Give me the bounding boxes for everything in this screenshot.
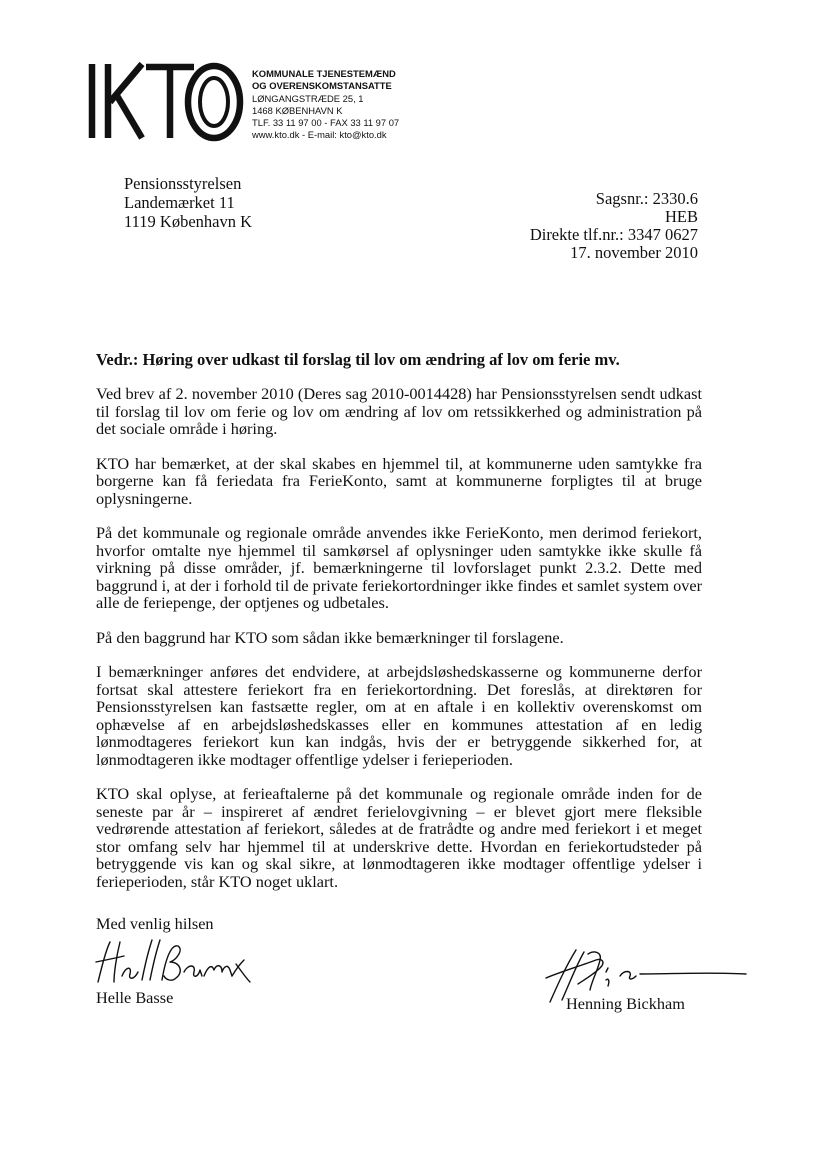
paragraph-6: KTO skal oplyse, at ferieaftalerne på det kommunale og regionale område inden for de seneste par år – inspireret af ændret ferielovgivning – er blevet gjort mere fleksible vedrørende attestation af feriekort, således at de fratrådte og andre med feriekort i et meget stor omfang selv har hjemmel til at underskrive dette. Hvordan en feriekortudsteder på betryggende vis kan og skal sikre, at lønmodtageren ikke modtager offentlige ydelser i ferieperioden, står KTO noget uklart.: [96, 784, 702, 891]
signature-helle-basse: [92, 936, 252, 988]
paragraph-3: På det kommunale og regionale område anvendes ikke FerieKonto, men derimod feriekort, hvorfor omtalte nye hjemmel til samkørsel af oplysninger uden samtykke ikke skulle få virkning på disse områder, jf. bemærkningerne til lovforslaget punkt 2.3.2. Dette med baggrund i, at der i forhold til de private feriekortordninger ikke findes et samlet system over alle de feriepenge, der optjenes og udbetales.: [96, 523, 702, 612]
org-street: LØNGANGSTRÆDE 25, 1: [252, 92, 364, 104]
organization-block: [252, 68, 399, 142]
recipient-address: [124, 174, 252, 231]
letter-body: [96, 385, 702, 907]
case-number: Sagsnr.: 2330.6: [595, 189, 698, 208]
closing-salutation: Med venlig hilsen: [96, 914, 214, 933]
org-name-line1: KOMMUNALE TJENESTEMÆND: [252, 68, 396, 79]
signatory-name-2: Henning Bickham: [566, 994, 685, 1013]
org-web-email: www.kto.dk - E-mail: kto@kto.dk: [252, 129, 387, 141]
kto-logo: [86, 60, 246, 142]
paragraph-4: På den baggrund har KTO som sådan ikke bemærkninger til forslagene.: [96, 627, 564, 647]
letter-date: 17. november 2010: [570, 243, 698, 262]
recipient-name: Pensionsstyrelsen: [124, 174, 242, 193]
reference-block: [530, 190, 698, 262]
recipient-city: 1119 København K: [124, 212, 253, 231]
paragraph-5: I bemærkninger anføres det endvidere, at arbejdsløshedskasserne og kommunerne derfor fortsat skal attestere feriekort fra en feriekortordning. Det foreslås, at direktøren for Pensionsstyrelsen kan fastsætte regler, om at en aftale i en kollektiv overenskomst om ophævelse af en arbejdsløshedskasses eller en kommunes attestation af en ledig lønmodtageres feriekort kun kan indgås, hvis der er betryggende sikkerhed for, at lønmodtageren ikke modtager offentlige ydelser i ferieperioden.: [96, 662, 702, 769]
org-phone: TLF. 33 11 97 00 - FAX 33 11 97 07: [252, 117, 400, 129]
paragraph-2: KTO har bemærket, at der skal skabes en hjemmel til, at kommunerne uden samtykke fra borgerne kan få feriedata fra FerieKonto, samt at kommunerne forpligtes til at bruge oplysningerne.: [96, 453, 702, 508]
paragraph-1: Ved brev af 2. november 2010 (Deres sag 2010-0014428) har Pensionsstyrelsen sendt udkast til forslag til lov om ferie og lov om ændring af lov om retssikkerhed og administration på det sociale område i høring.: [96, 384, 702, 438]
org-city: 1468 KØBENHAVN K: [252, 104, 343, 116]
recipient-street: Landemærket 11: [124, 193, 235, 212]
initials: HEB: [665, 207, 698, 226]
signatory-name-1: Helle Basse: [96, 988, 174, 1007]
direct-phone: Direkte tlf.nr.: 3347 0627: [529, 225, 698, 244]
subject-line: Vedr.: Høring over udkast til forslag til lov om ændring af lov om ferie mv.: [96, 350, 620, 369]
org-name-line2: OG OVERENSKOMSTANSATTE: [252, 80, 392, 92]
